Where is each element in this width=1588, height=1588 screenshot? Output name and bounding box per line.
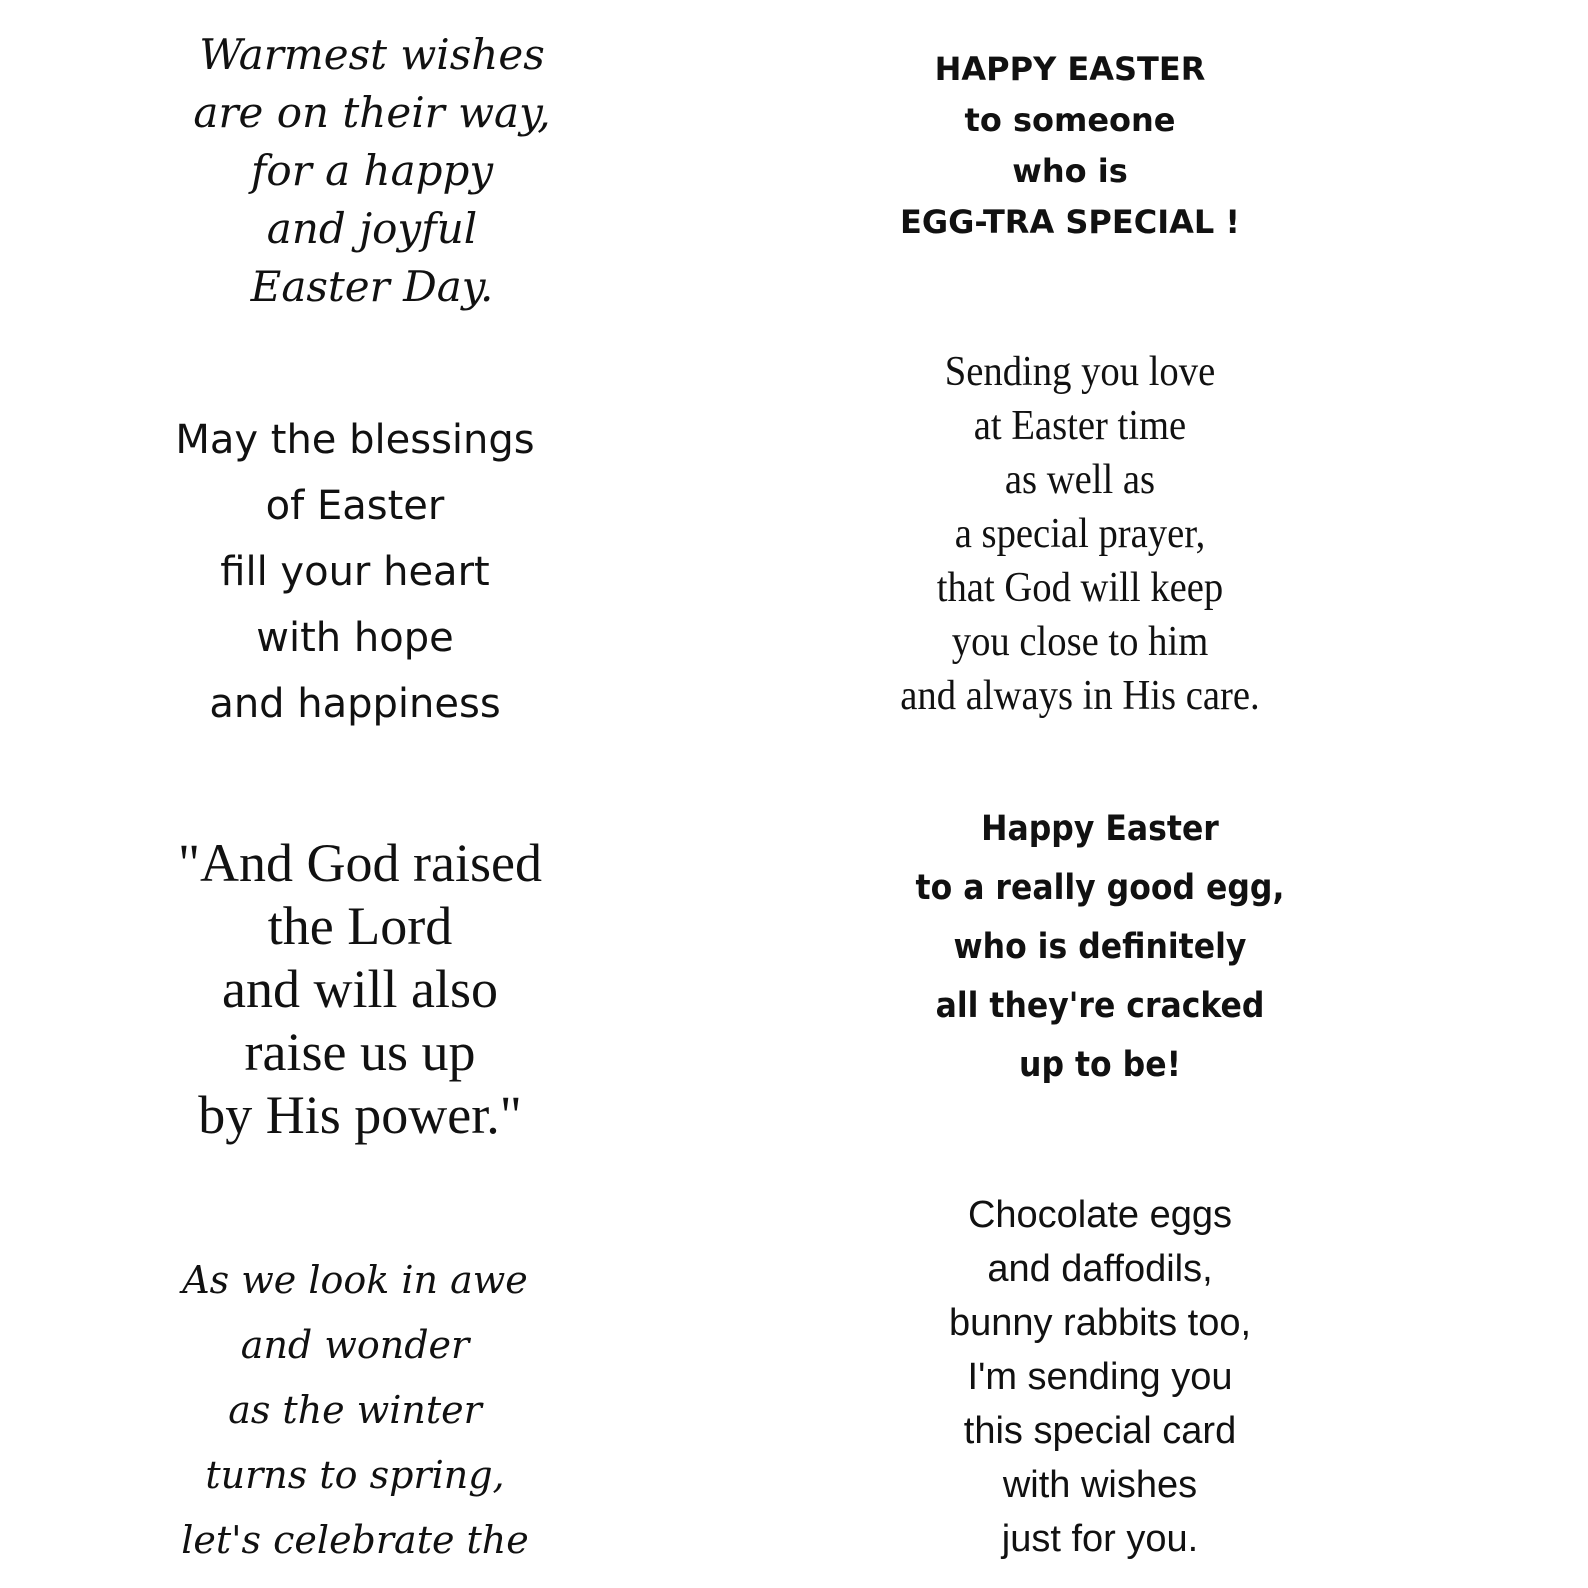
verse-line: this special card: [963, 1410, 1237, 1452]
verse-line: at Easter time: [973, 403, 1187, 449]
verse-line: bunny rabbits too,: [948, 1302, 1252, 1344]
verse-line: and happiness: [209, 681, 501, 727]
verse-egg-tra-special: [870, 44, 1270, 248]
verse-line: of Easter: [265, 483, 445, 529]
verse-line: HAPPY EASTER: [934, 50, 1206, 88]
verse-really-good-egg: [875, 800, 1325, 1095]
verse-line: "And God raised: [178, 833, 542, 893]
verse-line: Happy Easter: [981, 809, 1219, 849]
verse-line: and always in His care.: [900, 673, 1260, 719]
verse-line: Chocolate eggs: [967, 1194, 1233, 1236]
verse-line: As we look in awe: [182, 1258, 528, 1302]
verse-line: EGG-TRA SPECIAL !: [900, 203, 1240, 241]
verse-awe-and-wonder: [105, 1248, 605, 1573]
verse-line: all they're cracked: [935, 986, 1265, 1026]
verse-line: up to be!: [1019, 1045, 1181, 1085]
verse-line: with hope: [256, 615, 454, 661]
verse-line: the Lord: [267, 896, 453, 956]
verse-god-raised-the-lord: [110, 832, 610, 1147]
verse-line: who is: [1012, 152, 1128, 190]
verse-line: with wishes: [1002, 1464, 1198, 1506]
verse-line: by His power.": [198, 1085, 522, 1145]
verse-line: a special prayer,: [954, 511, 1206, 557]
verse-line: just for you.: [1001, 1518, 1199, 1560]
verse-sending-you-love: [850, 345, 1310, 723]
verse-line: are on their way,: [193, 88, 551, 137]
verse-line: who is definitely: [953, 927, 1247, 967]
verse-line: for a happy: [250, 146, 494, 195]
verse-chocolate-eggs: [850, 1188, 1350, 1566]
verse-line: raise us up: [244, 1022, 476, 1082]
verse-line: and will also: [222, 959, 498, 1019]
verse-line: to someone: [964, 101, 1176, 139]
verse-line: May the blessings: [175, 417, 535, 463]
verse-line: as the winter: [228, 1388, 482, 1432]
verse-line: you close to him: [951, 619, 1209, 665]
verse-line: turns to spring,: [205, 1453, 505, 1497]
verse-line: Warmest wishes: [199, 30, 545, 79]
verse-line: and daffodils,: [987, 1248, 1213, 1290]
verse-line: and joyful: [266, 204, 478, 253]
verse-line: let's celebrate the: [181, 1518, 529, 1562]
verse-line: to a really good egg,: [915, 868, 1285, 908]
verse-line: as well as: [1004, 457, 1156, 503]
verse-line: I'm sending you: [967, 1356, 1233, 1398]
verse-blessings-of-easter: [105, 407, 605, 737]
verse-line: Sending you love: [944, 349, 1216, 395]
verse-warmest-wishes: [172, 26, 572, 316]
verse-line: Easter Day.: [250, 262, 494, 311]
verse-line: fill your heart: [220, 549, 490, 595]
verse-line: and wonder: [240, 1323, 470, 1367]
verse-line: that God will keep: [936, 565, 1224, 611]
